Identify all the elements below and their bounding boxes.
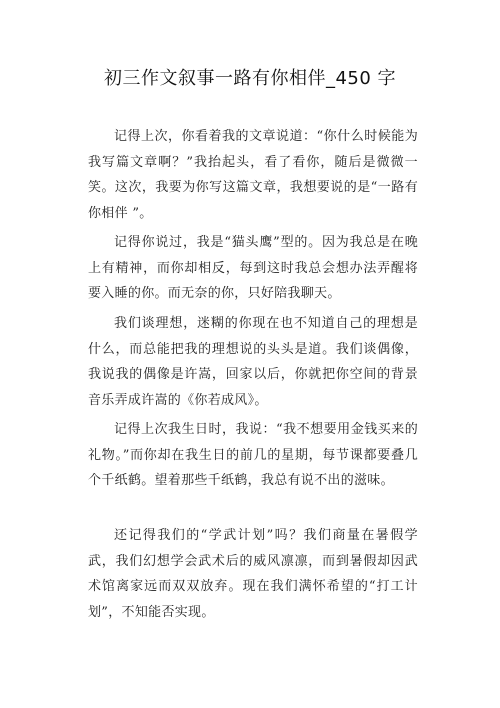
paragraph-2: 记得你说过，我是“猫头鹰”型的。因为我总是在晚上有精神，而你却相反，每到这时我总会想办法弄醒将要入睡的你。而无奈的你，只好陪我聊天。 bbox=[88, 235, 418, 301]
document-title: 初三作文叙事一路有你相伴_450 字 bbox=[103, 68, 397, 89]
paragraph-1: 记得上次，你看着我的文章说道：“你什么时候能为我写篇文章啊？”我抬起头，看了看你，随后是微微一笑。这次，我要为你写这篇文章，我想要说的是“一路有你相伴 ”。 bbox=[88, 129, 418, 221]
paragraph-5: 还记得我们的“学武计划”吗？我们商量在暑假学武，我们幻想学会武术后的威风凛凛，而到暑假却因武术馆离家远而双双放弃。现在我们满怀希望的“打工计划”，不知能否实现。 bbox=[88, 528, 418, 620]
paragraph-4: 记得上次我生日时，我说：“我不想要用金钱买来的礼物。”而你却在我生日的前几的星期，每节课都要叠几个千纸鹤。望着那些千纸鹤，我总有说不出的滋味。 bbox=[88, 422, 418, 488]
paragraph-3: 我们谈理想，迷糊的你现在也不知道自己的理想是什么，而总能把我的理想说的头头是道。我们谈偶像，我说我的偶像是许嵩，回家以后，你就把你空间的背景音乐弄成许嵩的《你若成风》。 bbox=[88, 316, 418, 408]
